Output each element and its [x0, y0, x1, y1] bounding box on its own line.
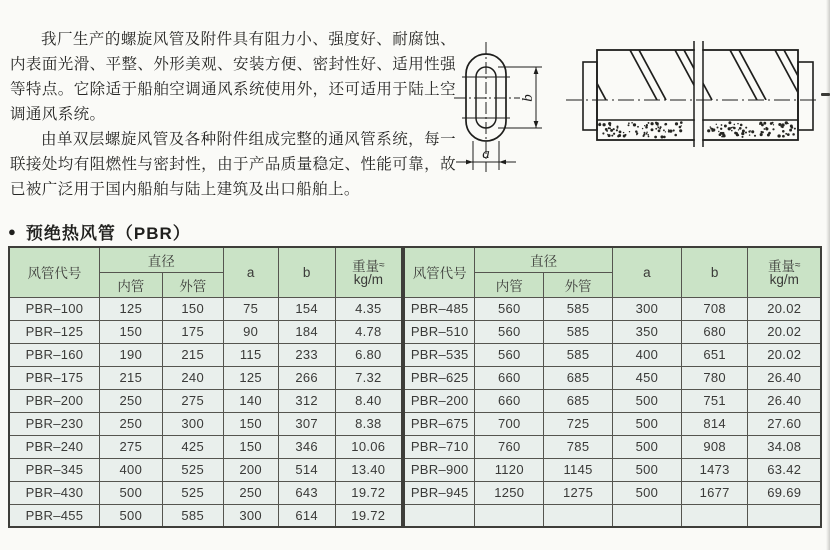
table-cell: PBR–175 — [9, 366, 99, 389]
table-cell: 215 — [162, 343, 223, 366]
table-cell: 560 — [475, 297, 544, 320]
table-cell: 500 — [99, 504, 162, 527]
table-cell: 908 — [681, 435, 748, 458]
table-cell: 660 — [475, 366, 544, 389]
table-cell: 1145 — [544, 458, 613, 481]
table-cell: 250 — [223, 481, 278, 504]
table-cell: 63.42 — [748, 458, 821, 481]
table-cell: 175 — [162, 320, 223, 343]
table-row — [9, 343, 402, 366]
table-cell: 140 — [223, 389, 278, 412]
table-cell: PBR–200 — [9, 389, 99, 412]
table-row — [9, 366, 402, 389]
table-cell: 312 — [278, 389, 335, 412]
table-cell: 614 — [278, 504, 335, 527]
pbr-table-right — [403, 246, 822, 528]
table-cell: 190 — [99, 343, 162, 366]
table-cell: 300 — [223, 504, 278, 527]
duct-end-cap-left — [583, 62, 597, 130]
table-cell: PBR–125 — [9, 320, 99, 343]
table-cell — [475, 504, 544, 527]
table-cell: PBR–675 — [404, 412, 475, 435]
dim-label-a: a — [482, 146, 490, 162]
table-cell: 69.69 — [748, 481, 821, 504]
arrowhead-icon — [499, 160, 506, 165]
spiral-seams-left — [570, 50, 711, 100]
col-header-inner: 内管 — [475, 272, 544, 297]
table-cell: 1275 — [544, 481, 613, 504]
table-row — [9, 389, 402, 412]
table-row — [404, 412, 821, 435]
table-cell: 250 — [99, 412, 162, 435]
table-cell: 150 — [223, 435, 278, 458]
table-cell: 643 — [278, 481, 335, 504]
table-row — [404, 504, 821, 527]
table-cell: 680 — [681, 320, 748, 343]
table-cell: 150 — [99, 320, 162, 343]
table-cell: PBR–625 — [404, 366, 475, 389]
table-cell: 585 — [544, 320, 613, 343]
table-cell: 20.02 — [748, 343, 821, 366]
table-cell: PBR–430 — [9, 481, 99, 504]
table-cell: 400 — [99, 458, 162, 481]
table-cell: 560 — [475, 320, 544, 343]
table-cell: PBR–455 — [9, 504, 99, 527]
table-cell: 4.35 — [335, 297, 402, 320]
table-row — [404, 297, 821, 320]
table-cell: 250 — [99, 389, 162, 412]
table-cell: 200 — [223, 458, 278, 481]
table-cell: 19.72 — [335, 481, 402, 504]
dim-label-b: b — [520, 94, 536, 102]
col-header-outer: 外管 — [544, 272, 613, 297]
col-header-b: b — [278, 247, 335, 297]
table-cell: 1250 — [475, 481, 544, 504]
table-row — [404, 320, 821, 343]
col-header-code: 风管代号 — [404, 247, 475, 297]
table-cell: PBR–100 — [9, 297, 99, 320]
table-cell: 585 — [162, 504, 223, 527]
table-cell: 150 — [223, 412, 278, 435]
table-cell: 300 — [612, 297, 681, 320]
table-cell: 27.60 — [748, 412, 821, 435]
table-cell: 34.08 — [748, 435, 821, 458]
col-header-code: 风管代号 — [9, 247, 99, 297]
table-cell: 125 — [223, 366, 278, 389]
table-cell: PBR–535 — [404, 343, 475, 366]
scan-edge-shadow — [826, 0, 830, 550]
table-row — [9, 481, 402, 504]
col-header-outer: 外管 — [162, 272, 223, 297]
table-cell: 525 — [162, 458, 223, 481]
col-header-a: a — [612, 247, 681, 297]
table-cell: 300 — [162, 412, 223, 435]
duct-end-cap-right — [798, 62, 813, 130]
col-header-diameter: 直径 — [475, 247, 613, 272]
oval-section-diagram — [448, 12, 568, 202]
table-cell: 215 — [99, 366, 162, 389]
table-row — [404, 389, 821, 412]
table-cell: 1120 — [475, 458, 544, 481]
table-cell: 275 — [99, 435, 162, 458]
table-cell: 1677 — [681, 481, 748, 504]
table-cell: 8.40 — [335, 389, 402, 412]
table-cell: 500 — [612, 435, 681, 458]
table-cell: 90 — [223, 320, 278, 343]
table-cell: 685 — [544, 366, 613, 389]
table-cell: 425 — [162, 435, 223, 458]
table-cell — [404, 504, 475, 527]
break-gap — [695, 41, 702, 147]
col-header-weight: 重量≈ kg/m — [748, 247, 821, 297]
table-cell: 8.38 — [335, 412, 402, 435]
section-heading — [8, 219, 191, 244]
table-cell: 525 — [162, 481, 223, 504]
table-cell: 266 — [278, 366, 335, 389]
table-cell: 26.40 — [748, 366, 821, 389]
table-row — [9, 297, 402, 320]
table-cell: PBR–160 — [9, 343, 99, 366]
table-cell: PBR–230 — [9, 412, 99, 435]
col-header-inner: 内管 — [99, 272, 162, 297]
table-cell — [612, 504, 681, 527]
table-cell: 307 — [278, 412, 335, 435]
table-cell: 20.02 — [748, 320, 821, 343]
table-cell: 500 — [99, 481, 162, 504]
table-cell: 685 — [544, 389, 613, 412]
table-cell: 240 — [162, 366, 223, 389]
table-cell: 500 — [612, 481, 681, 504]
intro-text — [10, 27, 456, 202]
table-row — [404, 343, 821, 366]
table-cell: PBR–200 — [404, 389, 475, 412]
col-header-a: a — [223, 247, 278, 297]
table-cell: 350 — [612, 320, 681, 343]
intro-paragraph-2: 由单双层螺旋风管及各种附件组成完整的通风管系统，每一联接处均有阻燃性与密封性，由于产品质量稳定、性能可靠，故已被广泛用于国内船舶与陆上建筑及出口船舶上。 — [10, 131, 456, 198]
scan-mark — [821, 93, 830, 96]
table-cell: 154 — [278, 297, 335, 320]
table-cell: PBR–510 — [404, 320, 475, 343]
table-row — [404, 366, 821, 389]
table-cell: 19.72 — [335, 504, 402, 527]
table-cell: 115 — [223, 343, 278, 366]
table-row — [404, 458, 821, 481]
bullet-icon: ● — [8, 224, 17, 239]
table-cell: 725 — [544, 412, 613, 435]
table-cell: 500 — [612, 458, 681, 481]
table-row — [9, 435, 402, 458]
table-row — [9, 458, 402, 481]
table-cell: 700 — [475, 412, 544, 435]
table-cell: 560 — [475, 343, 544, 366]
table-cell: PBR–945 — [404, 481, 475, 504]
col-header-diameter: 直径 — [99, 247, 223, 272]
pbr-table-left — [8, 246, 403, 528]
table-cell: 75 — [223, 297, 278, 320]
table-row — [404, 481, 821, 504]
table-cell: 785 — [544, 435, 613, 458]
table-row — [9, 504, 402, 527]
table-cell: 780 — [681, 366, 748, 389]
table-cell: 13.40 — [335, 458, 402, 481]
arrowhead-icon — [534, 67, 539, 74]
table-row — [9, 412, 402, 435]
table-cell: 500 — [612, 389, 681, 412]
table-cell: 125 — [99, 297, 162, 320]
intro-paragraph-1: 我厂生产的螺旋风管及附件具有阻力小、强度好、耐腐蚀、内表面光滑、平整、外形美观、安装方便、密封性好、适用性强等特点。它除适于船舶空调通风系统使用外，还可适用于陆上空调通风系统。 — [10, 31, 456, 123]
table-cell: PBR–710 — [404, 435, 475, 458]
table-cell: 500 — [612, 412, 681, 435]
table-cell: 346 — [278, 435, 335, 458]
table-cell: 10.06 — [335, 435, 402, 458]
table-cell: 275 — [162, 389, 223, 412]
arrowhead-icon — [534, 121, 539, 128]
table-cell: PBR–240 — [9, 435, 99, 458]
table-cell: 4.78 — [335, 320, 402, 343]
table-cell: 1473 — [681, 458, 748, 481]
table-cell: 233 — [278, 343, 335, 366]
table-cell: 150 — [162, 297, 223, 320]
table-cell: PBR–900 — [404, 458, 475, 481]
table-cell: 20.02 — [748, 297, 821, 320]
section-title: 预绝热风管（PBR） — [25, 224, 191, 243]
table-cell: 585 — [544, 343, 613, 366]
table-cell: 708 — [681, 297, 748, 320]
arrowhead-icon — [466, 160, 473, 165]
table-row — [9, 320, 402, 343]
table-cell: 760 — [475, 435, 544, 458]
table-cell: 514 — [278, 458, 335, 481]
pbr-tables — [8, 246, 822, 528]
table-row — [404, 435, 821, 458]
table-cell: PBR–485 — [404, 297, 475, 320]
table-cell: 450 — [612, 366, 681, 389]
spiral-duct-diagram — [562, 25, 824, 153]
table-cell: 585 — [544, 297, 613, 320]
table-cell — [748, 504, 821, 527]
col-header-b: b — [681, 247, 748, 297]
table-cell: 651 — [681, 343, 748, 366]
table-cell: PBR–345 — [9, 458, 99, 481]
table-cell: 6.80 — [335, 343, 402, 366]
table-cell: 814 — [681, 412, 748, 435]
table-cell: 660 — [475, 389, 544, 412]
table-cell: 7.32 — [335, 366, 402, 389]
table-cell: 400 — [612, 343, 681, 366]
table-cell — [681, 504, 748, 527]
table-cell: 184 — [278, 320, 335, 343]
col-header-weight: 重量≈ kg/m — [335, 247, 402, 297]
table-cell: 751 — [681, 389, 748, 412]
table-cell — [544, 504, 613, 527]
table-cell: 26.40 — [748, 389, 821, 412]
